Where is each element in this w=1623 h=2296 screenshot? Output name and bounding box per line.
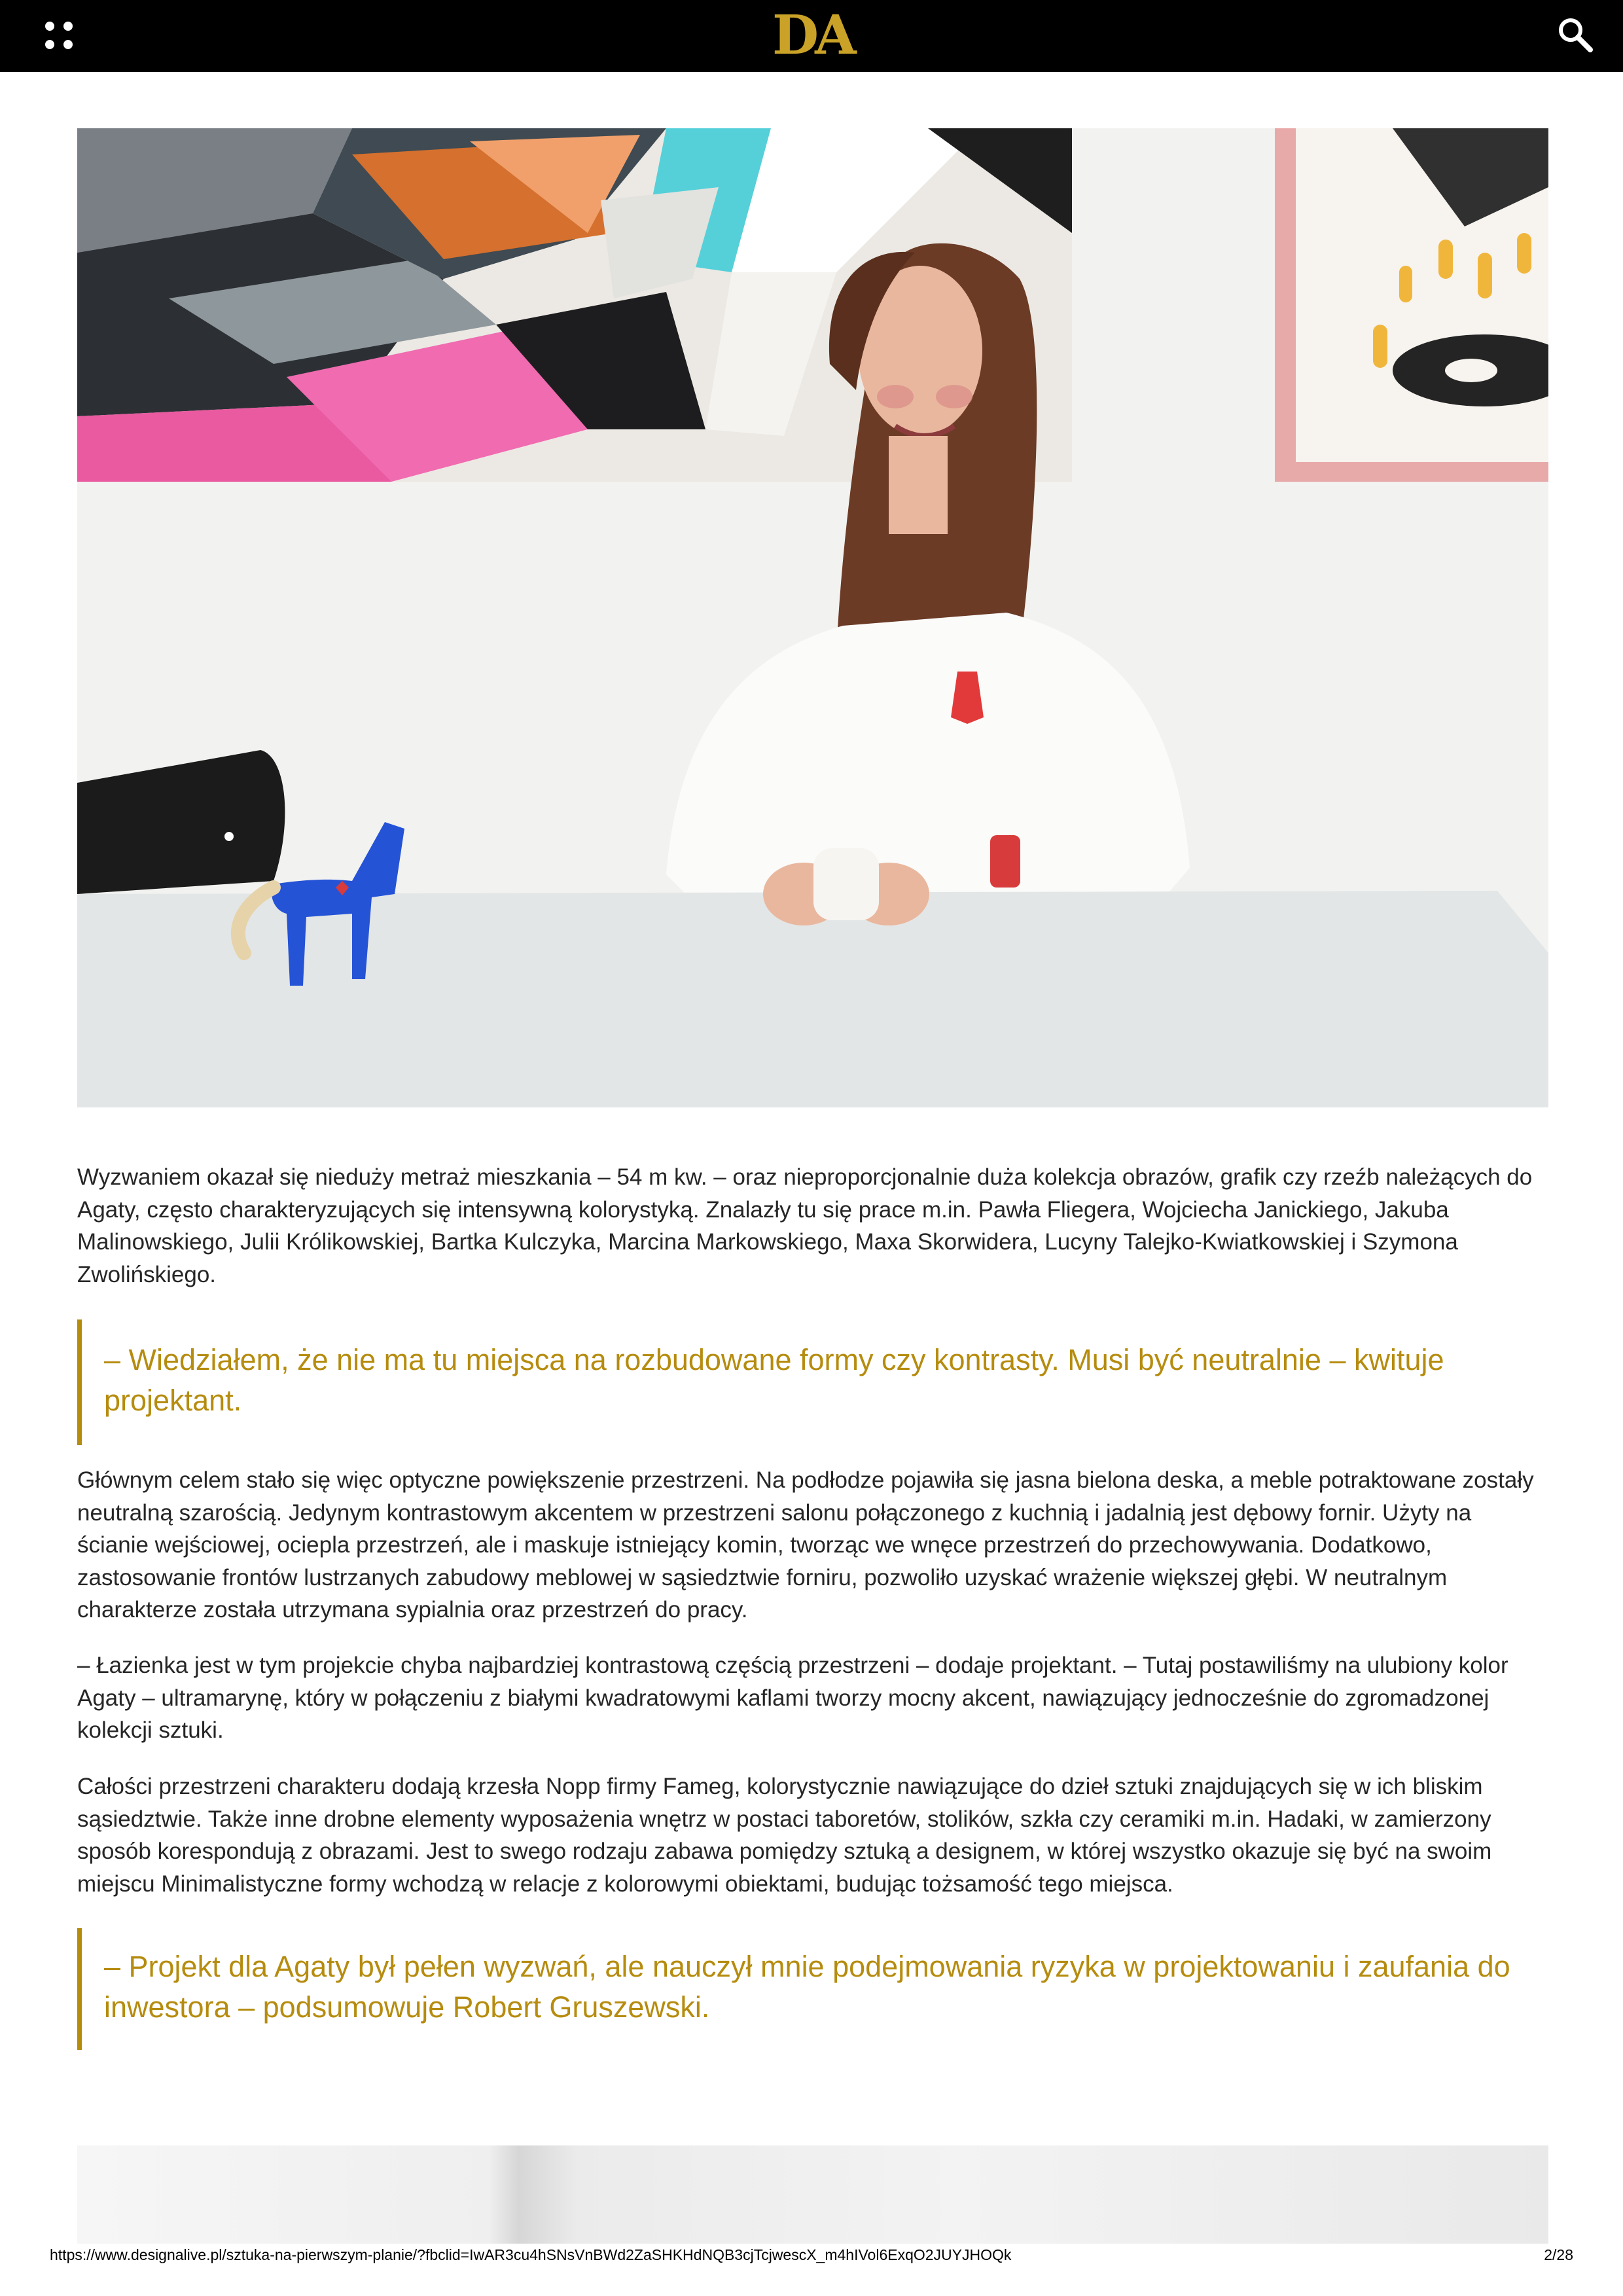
pull-quote-1: – Wiedziałem, że nie ma tu miejsca na rozbudowane formy czy kontrasty. Musi być neutralnie – kwituje projektant.	[77, 1319, 1548, 1445]
paragraph-1: Wyzwaniem okazał się nieduży metraż mieszkania – 54 m kw. – oraz nieproporcjonalnie duża kolekcja obrazów, grafik czy rzeźb należących do Agaty, często charakteryzujących się intensywną kolorystyką. Znalazły tu się prace m.in. Pawła Fliegera, Wojciecha Janickiego, Jakuba Malinowskiego, Julii Królikowskiej, Bartka Kulczyka, Marcina Markowskiego, Maxa Skorwidera, Lucyny Talejko-Kwiatkowskiej i Szymona Zwolińskiego.	[77, 1164, 1533, 1287]
grid-dots-icon[interactable]	[41, 17, 77, 54]
cup	[813, 848, 879, 920]
page-number: 2/28	[1544, 2246, 1573, 2263]
paragraph-3: – Łazienka jest w tym projekcie chyba najbardziej kontrastową częścią przestrzeni – dodaje projektant. – Tutaj postawiliśmy na ulubiony kolor Agaty – ultramarynę, który w połączeniu z białymi kwadratowymi kaflami tworzy mocny akcent, nawiązujący jednocześnie do zgromadzonej kolekcji sztuki.	[77, 1653, 1508, 1743]
search-icon[interactable]	[1556, 16, 1594, 54]
next-photo	[77, 2145, 1548, 2244]
top-bar	[0, 0, 1623, 72]
paragraph-2: Głównym celem stało się więc optyczne powiększenie przestrzeni. Na podłodze pojawiła się jasna bielona deska, a meble potraktowane zostały neutralną szarością. Jedynym kontrastowym akcentem w przestrzeni salonu połączonego z kuchnią i jadalnią jest dębowy fornir. Użyty na ścianie wejściowej, ociepla przestrzeń, ale i maskuje istniejący komin, tworząc we wnęce przestrzeń do przechowywania. Dodatkowo, zastosowanie frontów lustrzanych zabudowy meblowej w sąsiedztwie forniru, pozwoliło uzyskać wrażenie większej głębi. W neutralnym charakterze została utrzymana sypialnia oraz przestrzeń do pracy.	[77, 1467, 1534, 1623]
hero-photo	[77, 128, 1548, 1107]
poster-frame	[1275, 128, 1548, 482]
paragraph-4: Całości przestrzeni charakteru dodają krzesła Nopp firmy Fameg, kolorystycznie nawiązujące do dzieł sztuki znajdujących się w ich bliskim sąsiedztwie. Także inne drobne elementy wyposażenia wnętrz w postaci taboretów, stolików, szkła czy ceramiki m.in. Hadaki, w zamierzony sposób korespondują z obrazami. Jest to swego rodzaju zabawa pomiędzy sztuką a designem, w której wszystko okazuje się być na swoim miejscu Minimalistyczne formy wchodzą w relacje z kolorowymi obiektami, budując tożsamość tego miejsca.	[77, 1774, 1492, 1897]
footer-url[interactable]: https://www.designalive.pl/sztuka-na-pierwszym-planie/?fbclid=IwAR3cu4hSNsVnBWd2ZaSHKHdNQB3cjTcjwescX_m4hIVol6ExqO2JUYJHOQk	[50, 2246, 1012, 2263]
site-logo[interactable]: DA	[772, 4, 853, 67]
pull-quote-2: – Projekt dla Agaty był pełen wyzwań, ale nauczył mnie podejmowania ryzyka w projektowaniu i zaufania do inwestora – podsumowuje Robert Gruszewski.	[77, 1928, 1548, 2050]
